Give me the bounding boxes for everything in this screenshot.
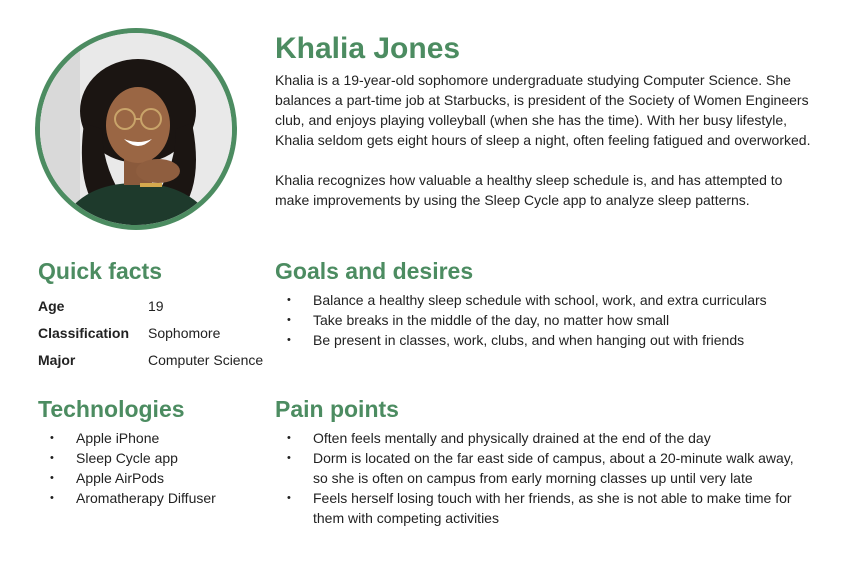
list-item: • Apple iPhone xyxy=(38,428,258,448)
fact-row xyxy=(38,346,263,373)
fact-label: Major xyxy=(38,351,76,368)
bio-paragraph: Khalia is a 19-year-old sophomore undergraduate studying Computer Science. She balances a part-time job at Starbucks, is president of the Society of Women Engineers club, and enjoys playing volleyball (when she has the time). With her busy lifestyle, Khalia seldom gets eight hours of sleep a night, often feeling fatigued and overworked. xyxy=(275,72,811,148)
pain-points-list xyxy=(275,428,805,528)
list-item: • Dorm is located on the far east side of campus, about a 20-minute walk away, so she is often on campus from early morning classes up until very late xyxy=(275,448,805,488)
persona-bio xyxy=(275,70,815,230)
goals-heading: Goals and desires xyxy=(275,258,474,284)
list-item: • Sleep Cycle app xyxy=(38,448,258,468)
fact-value: 19 xyxy=(148,297,164,314)
avatar xyxy=(35,28,237,230)
list-item: • Balance a healthy sleep schedule with school, work, and extra curriculars xyxy=(275,290,815,310)
technologies-list xyxy=(38,428,258,508)
fact-row xyxy=(38,292,263,319)
quick-facts-heading: Quick facts xyxy=(38,258,162,284)
fact-label: Age xyxy=(38,297,65,314)
technologies-heading: Technologies xyxy=(38,396,185,422)
fact-value: Sophomore xyxy=(148,324,221,341)
fact-label: Classification xyxy=(38,324,130,341)
goals-list xyxy=(275,290,815,350)
quick-facts xyxy=(38,292,263,373)
avatar-photo xyxy=(40,33,232,225)
pain-points-heading: Pain points xyxy=(275,396,399,422)
list-item: • Take breaks in the middle of the day, no matter how small xyxy=(275,310,815,330)
persona-name: Khalia Jones xyxy=(275,32,461,65)
list-item: • Apple AirPods xyxy=(38,468,258,488)
list-item: • Aromatherapy Diffuser xyxy=(38,488,258,508)
bio-paragraph: Khalia recognizes how valuable a healthy sleep schedule is, and has attempted to make improvements by using the Sleep Cycle app to analyze sleep patterns. xyxy=(275,172,783,208)
fact-value: Computer Science xyxy=(148,351,264,368)
list-item: • Often feels mentally and physically drained at the end of the day xyxy=(275,428,805,448)
list-item: • Be present in classes, work, clubs, and when hanging out with friends xyxy=(275,330,815,350)
fact-row xyxy=(38,319,263,346)
list-item: • Feels herself losing touch with her friends, as she is not able to make time for them with competing activities xyxy=(275,488,805,528)
